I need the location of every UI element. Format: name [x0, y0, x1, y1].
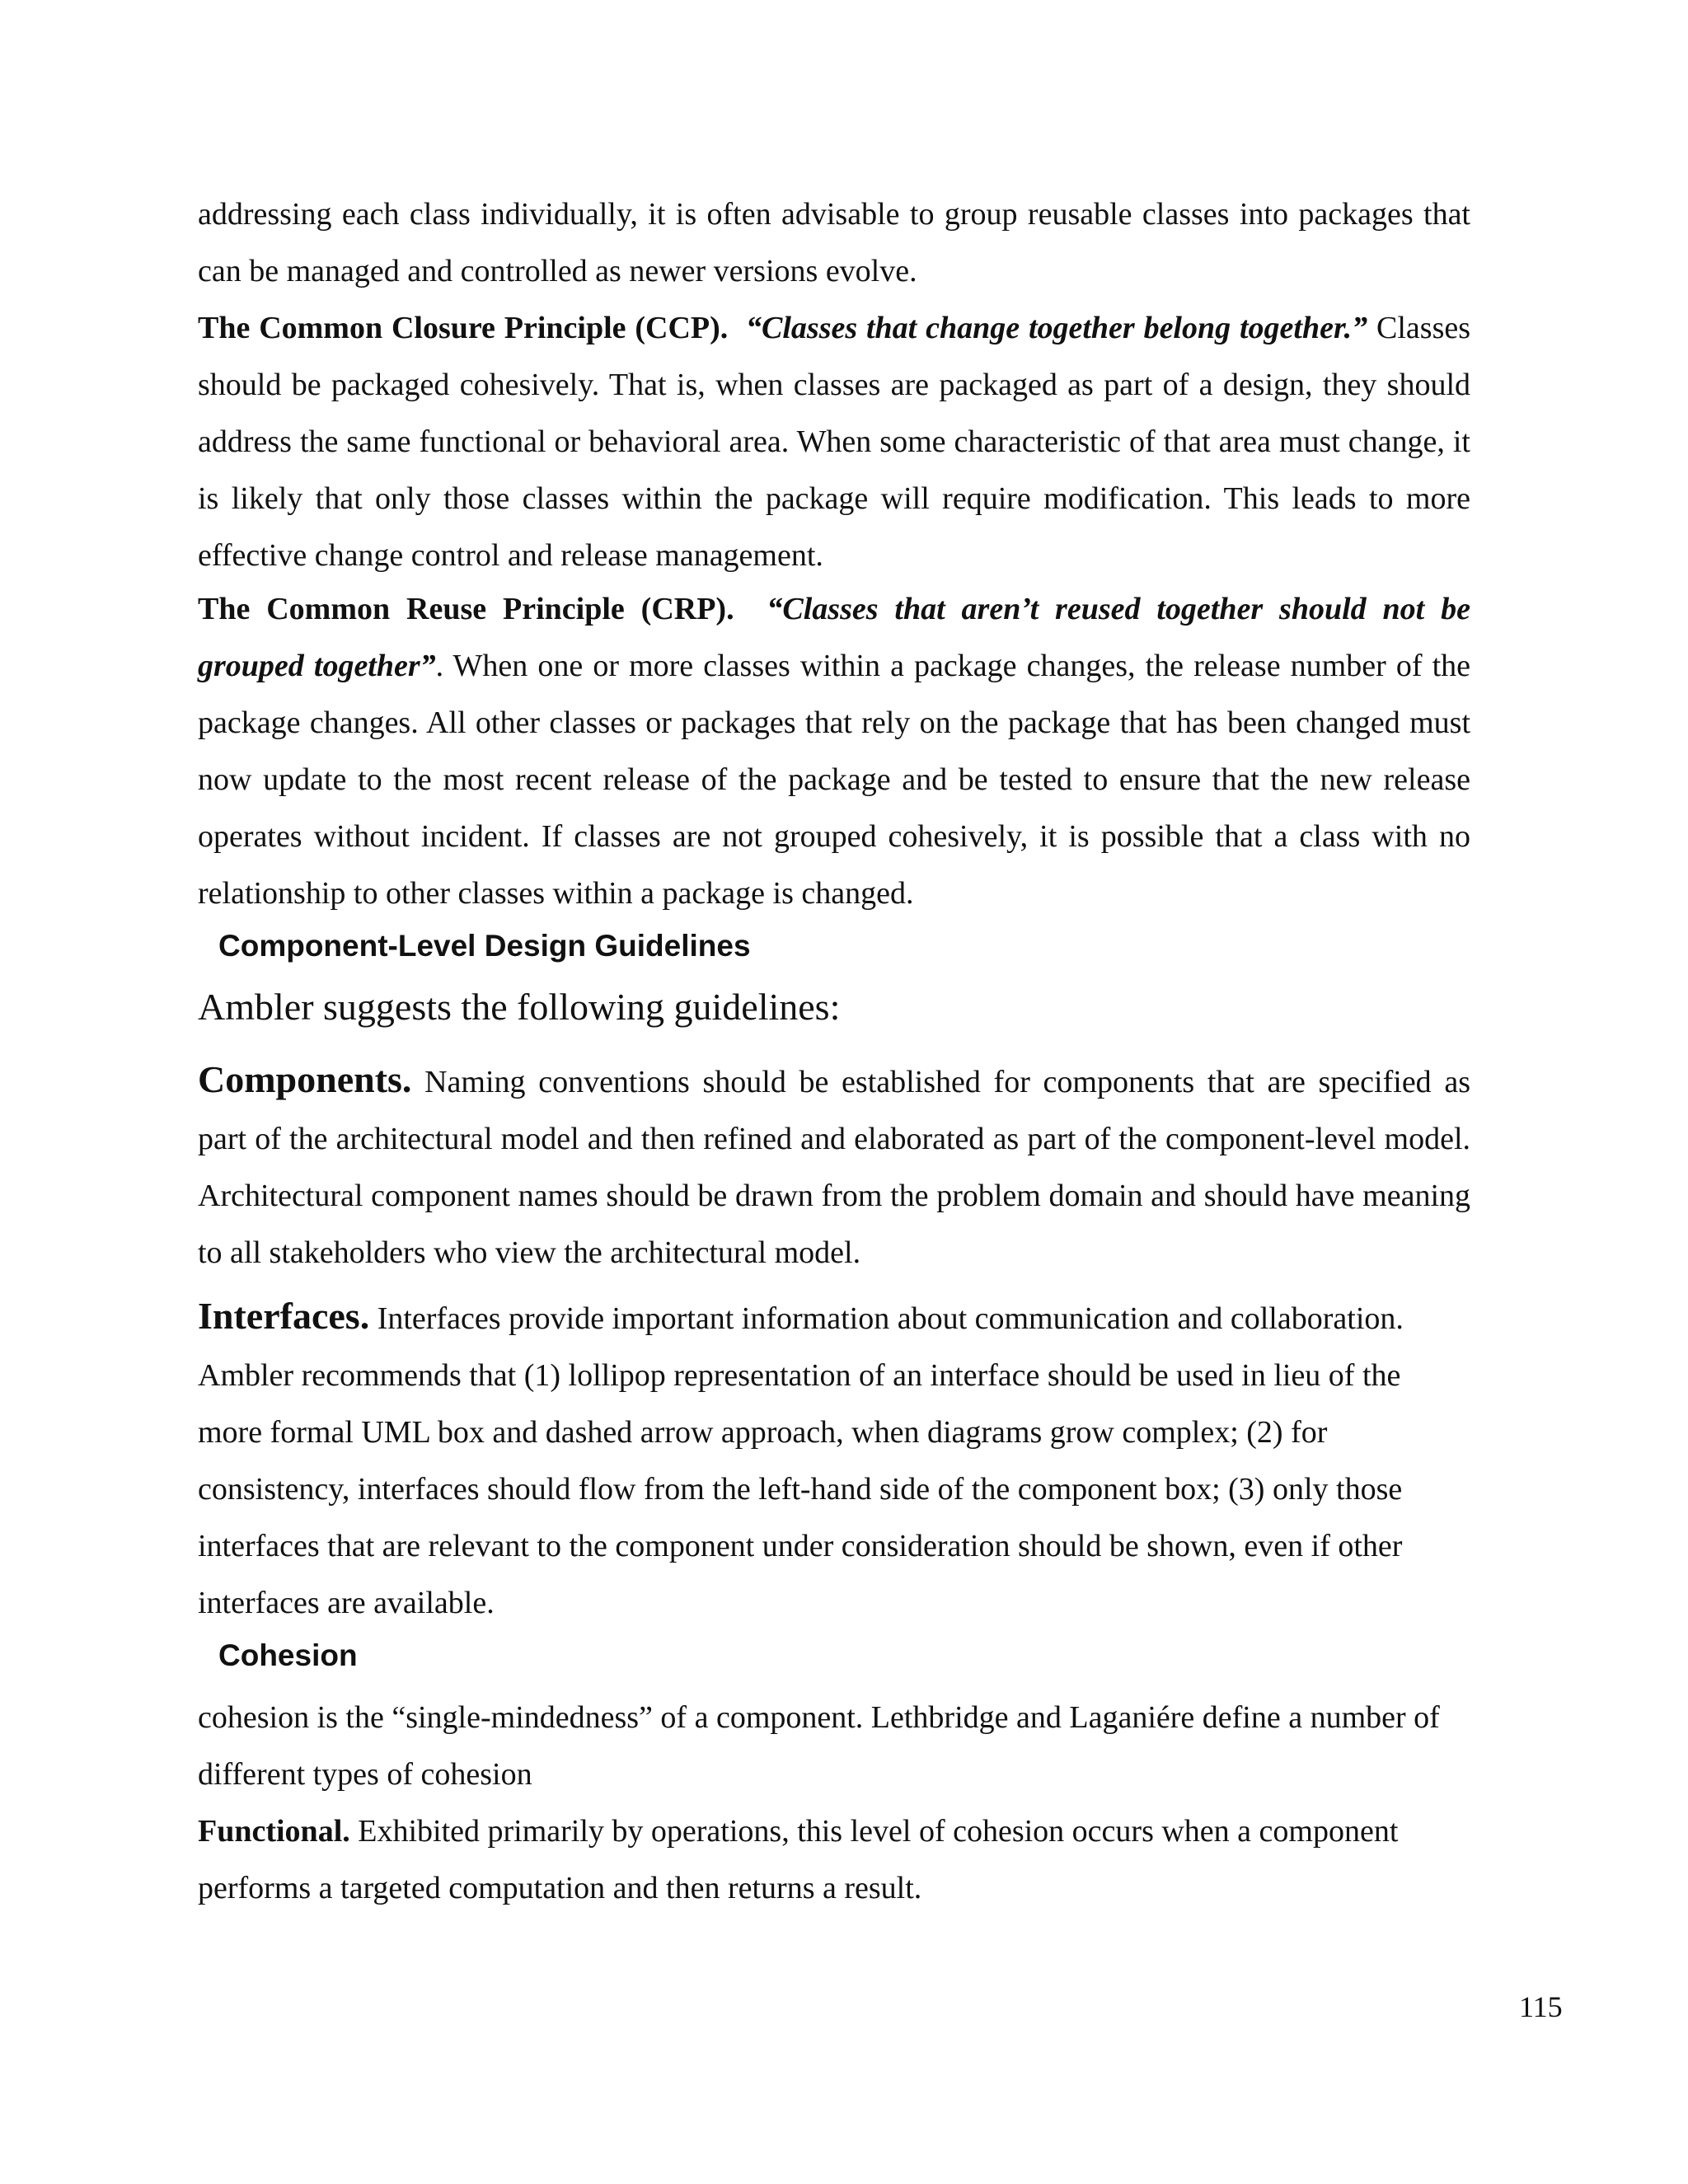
paragraph-common-closure-principle — [198, 300, 1470, 584]
paragraph-functional-cohesion — [198, 1803, 1459, 1917]
cohesion-intro-text: cohesion is the “single-mindedness” of a component. Lethbridge and Laganiére define a number of different types of cohesion — [198, 1700, 1440, 1792]
ccp-quote: “Classes that change together belong together.” — [746, 311, 1368, 345]
heading-component-level-design-guidelines: Component-Level Design Guidelines — [218, 929, 751, 963]
functional-term: Functional. — [198, 1814, 350, 1849]
heading-cohesion: Cohesion — [218, 1638, 358, 1672]
components-body: Naming conventions should be established for components that are specified as part of the architectural model and then refined and elaborated as part of the component-level model. Architectural component names should be drawn from the problem domain and should have meaning to all stakeholders who view the architectural model. — [198, 1065, 1470, 1270]
functional-body: Exhibited primarily by operations, this level of cohesion occurs when a component performs a targeted computation and then returns a result. — [198, 1814, 1399, 1905]
crp-term: The Common Reuse Principle (CRP). — [198, 592, 734, 626]
crp-body: . When one or more classes within a package changes, the release number of the package changes. All other classes or packages that rely on the package that has been changed must now update to the most recent release of the package and be tested to ensure that the new release operates without incident. If classes are not grouped cohesively, it is possible that a class with no relationship to other classes within a package is changed. — [198, 649, 1470, 911]
paragraph-text: addressing each class individually, it is often advisable to group reusable classes into packages that can be managed and controlled as newer versions evolve. — [198, 197, 1470, 288]
ccp-body: Classes should be packaged cohesively. That is, when classes are packaged as part of a design, they should address the same functional or behavioral area. When some characteristic of that area must change, it is likely that only those classes within the package will require modification. This leads to more effective change control and release management. — [198, 311, 1471, 573]
paragraph-common-reuse-principle — [198, 581, 1470, 922]
paragraph-interfaces — [198, 1287, 1459, 1632]
paragraph-components — [198, 1051, 1470, 1282]
crp-quote: “Classes that aren’t reused together should not be grouped together” — [198, 592, 1471, 683]
interfaces-body: Interfaces provide important information about communication and collaboration. Ambler recommends that (1) lollipop representation of an interface should be used in lieu of the more formal UML box and dashed arrow approach, when diagrams grow complex; (2) for consistency, interfaces should flow from the left-hand side of the component box; (3) only those interfaces that are relevant to the component under consideration should be shown, even if other interfaces are available. — [198, 1301, 1404, 1620]
guidelines-intro: Ambler suggests the following guidelines: — [198, 986, 841, 1028]
components-term: Components. — [198, 1058, 412, 1100]
paragraph-cohesion-intro — [198, 1690, 1459, 1803]
interfaces-term: Interfaces. — [198, 1295, 370, 1337]
ccp-term: The Common Closure Principle (CCP). — [198, 311, 729, 345]
page-number: 115 — [1519, 1990, 1563, 2023]
paragraph-packages-intro — [198, 186, 1470, 300]
